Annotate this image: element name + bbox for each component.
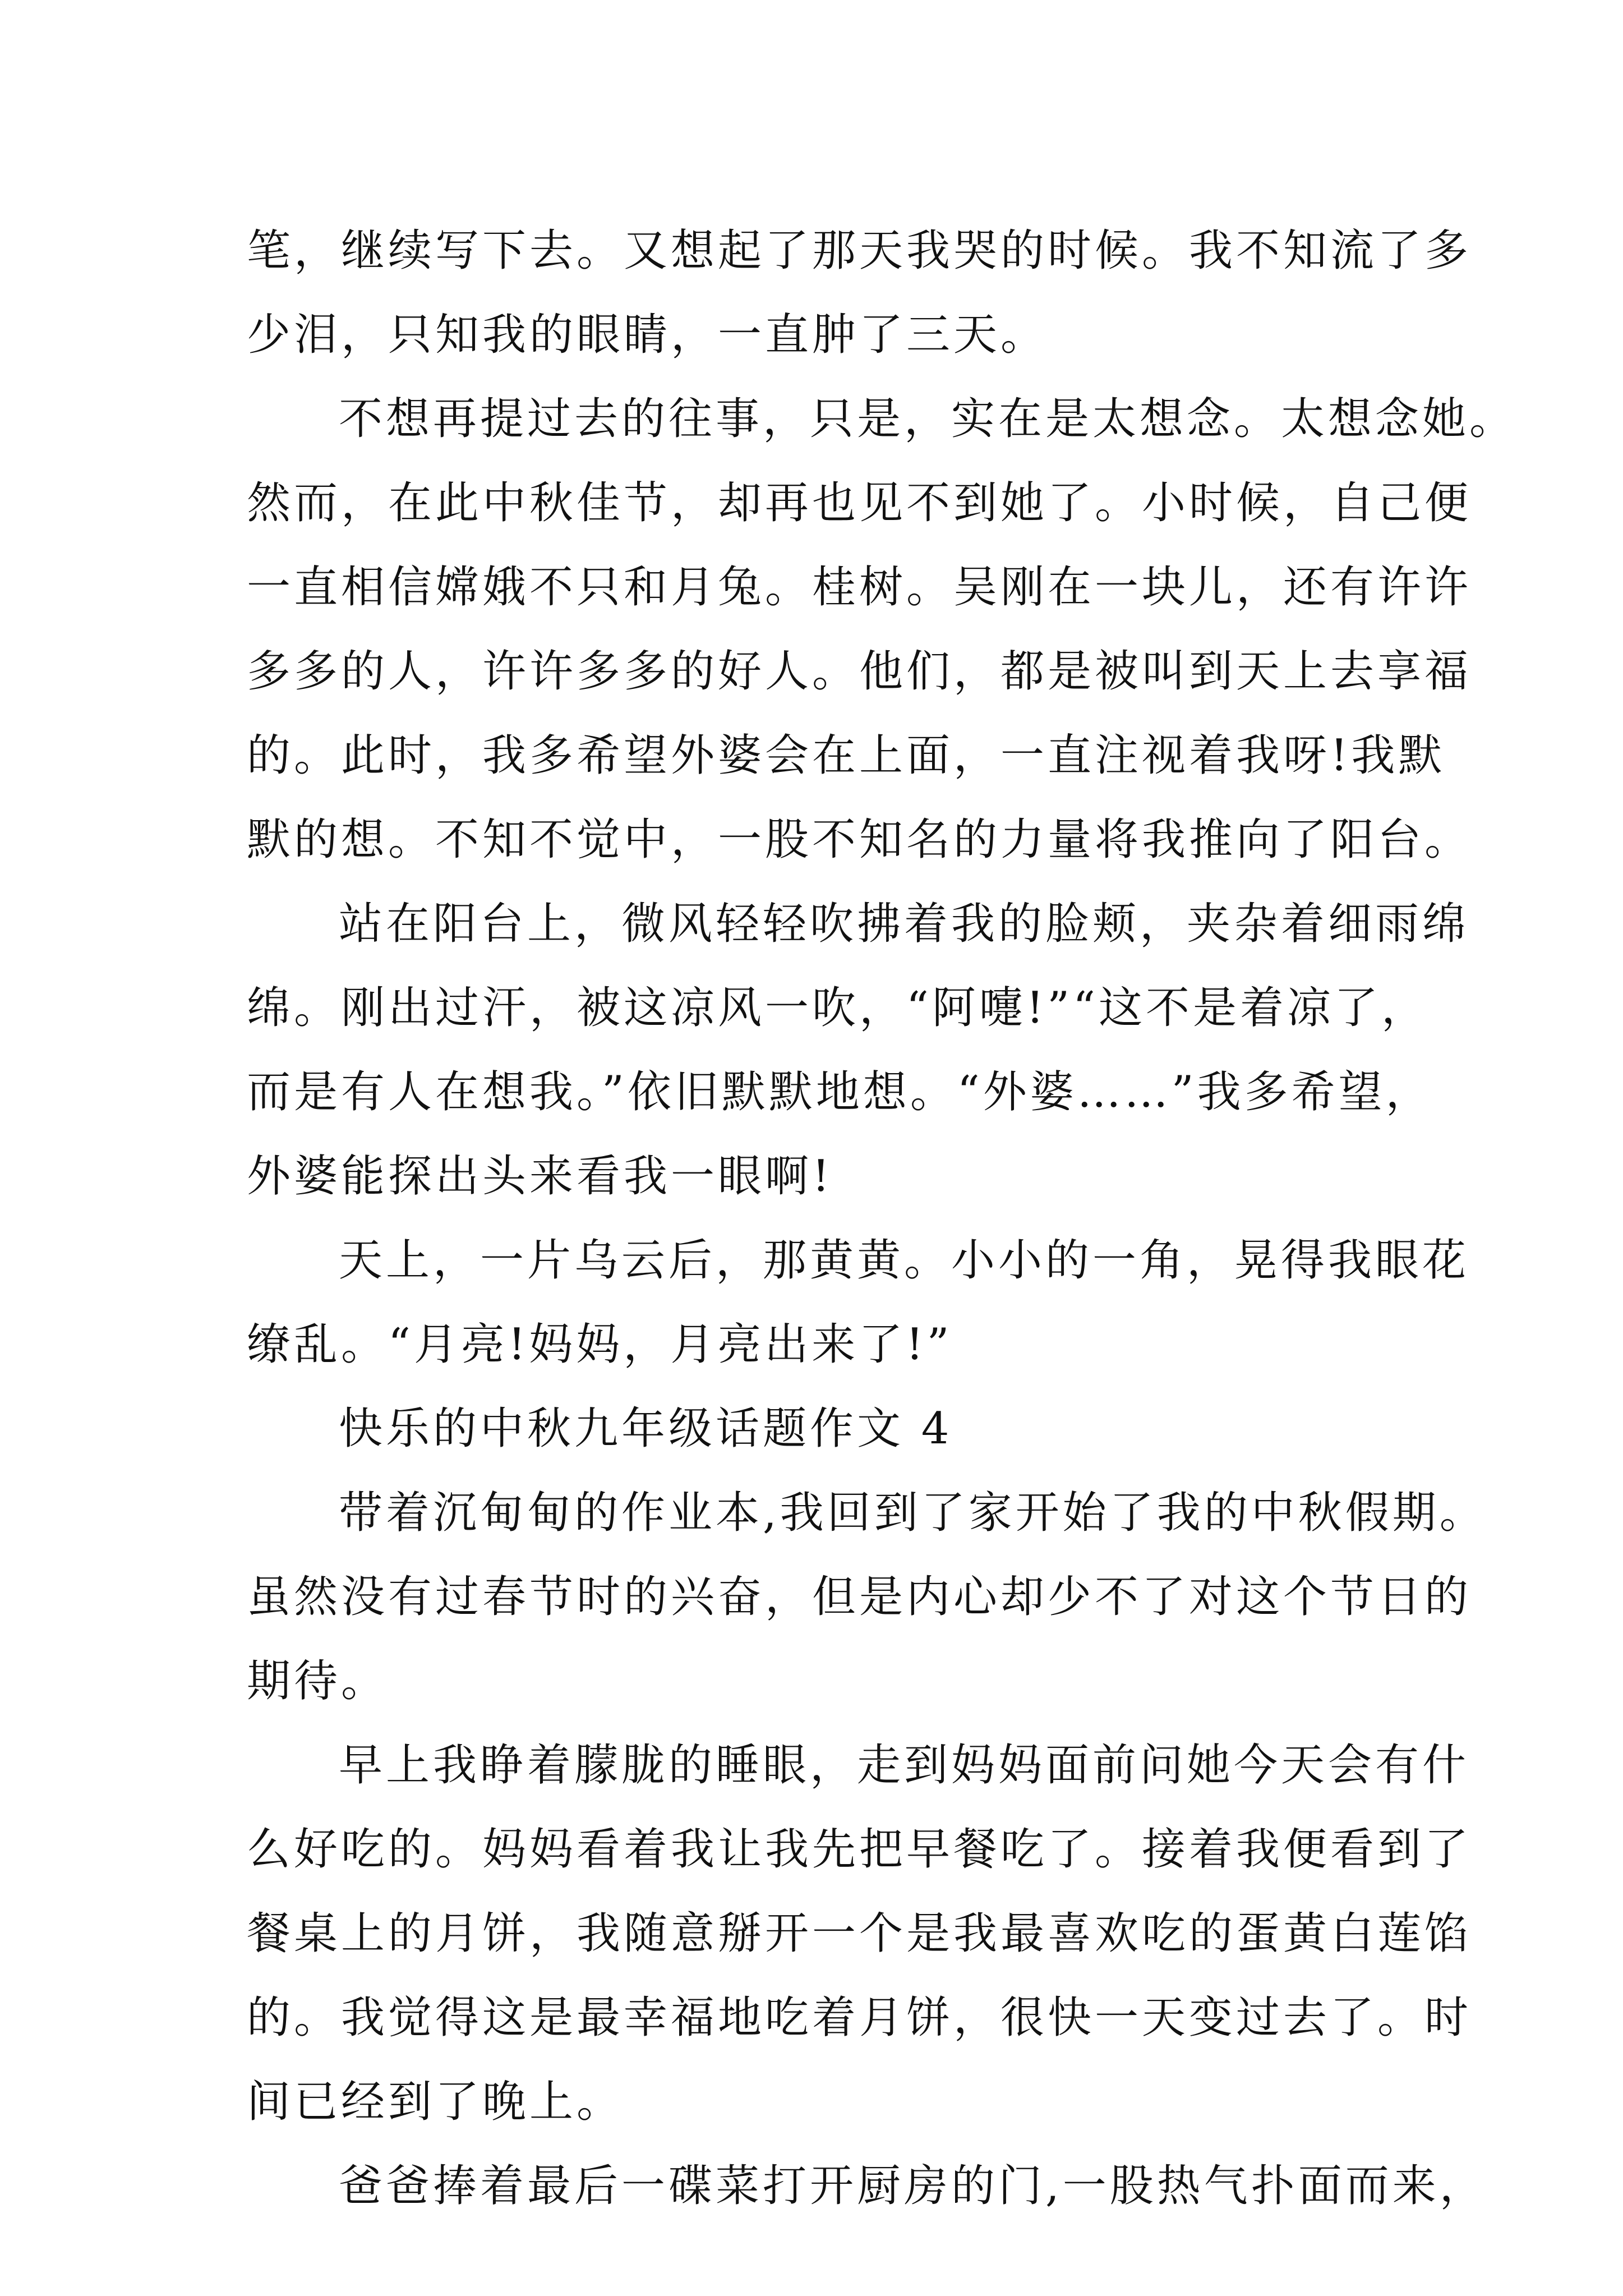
text-line: 缭乱。“月亮!妈妈，月亮出来了!” (247, 1319, 953, 1370)
text-line: 的。此时，我多希望外婆会在上面，一直注视着我呀!我默 (247, 730, 1446, 781)
text-line: 一直相信嫦娥不只和月兔。桂树。吴刚在一块儿，还有许许 (247, 562, 1472, 613)
text-line: 默的想。不知不觉中，一股不知名的力量将我推向了阳台。 (247, 815, 1472, 865)
text-line: 早上我睁着朦胧的睡眼，走到妈妈面前问她今天会有什 (339, 1740, 1470, 1791)
text-line: 间已经到了晚上。 (247, 2077, 624, 2127)
text-line: 虽然没有过春节时的兴奋，但是内心却少不了对这个节日的 (247, 1572, 1472, 1622)
text-line: 外婆能探出头来看我一眼啊! (247, 1151, 833, 1202)
text-line: 然而，在此中秋佳节，却再也见不到她了。小时候，自己便 (247, 478, 1472, 528)
text-line: 餐桌上的月饼，我随意掰开一个是我最喜欢吃的蛋黄白莲馅 (247, 1908, 1472, 1959)
text-line: 笔，继续写下去。又想起了那天我哭的时候。我不知流了多 (247, 226, 1472, 276)
text-line: 带着沉甸甸的作业本,我回到了家开始了我的中秋假期。 (339, 1488, 1487, 1538)
text-line: 不想再提过去的往事，只是，实在是太想念。太想念她。 (339, 394, 1517, 444)
text-line: 的。我觉得这是最幸福地吃着月饼，很快一天变过去了。时 (247, 1993, 1472, 2043)
text-line: 少泪，只知我的眼睛，一直肿了三天。 (247, 310, 1048, 360)
text-line: 绵。刚出过汗，被这凉风一吹，“阿嚏!”“这不是着凉了， (247, 983, 1428, 1033)
body-text (247, 209, 1517, 2228)
text-line: 期待。 (247, 1656, 389, 1706)
text-line: 多多的人，许许多多的好人。他们，都是被叫到天上去享福 (247, 646, 1472, 697)
text-line: 天上，一片乌云后，那黄黄。小小的一角，晃得我眼花 (339, 1235, 1470, 1286)
text-line: 么好吃的。妈妈看着我让我先把早餐吃了。接着我便看到了 (247, 1824, 1472, 1875)
section-heading: 快乐的中秋九年级话题作文 4 (339, 1404, 953, 1454)
text-line: 站在阳台上，微风轻轻吹拂着我的脸颊，夹杂着细雨绵 (339, 899, 1470, 949)
text-line: 而是有人在想我。”依旧默默地想。“外婆……”我多希望， (247, 1067, 1433, 1117)
text-line: 爸爸捧着最后一碟菜打开厨房的门,一股热气扑面而来， (339, 2161, 1487, 2211)
